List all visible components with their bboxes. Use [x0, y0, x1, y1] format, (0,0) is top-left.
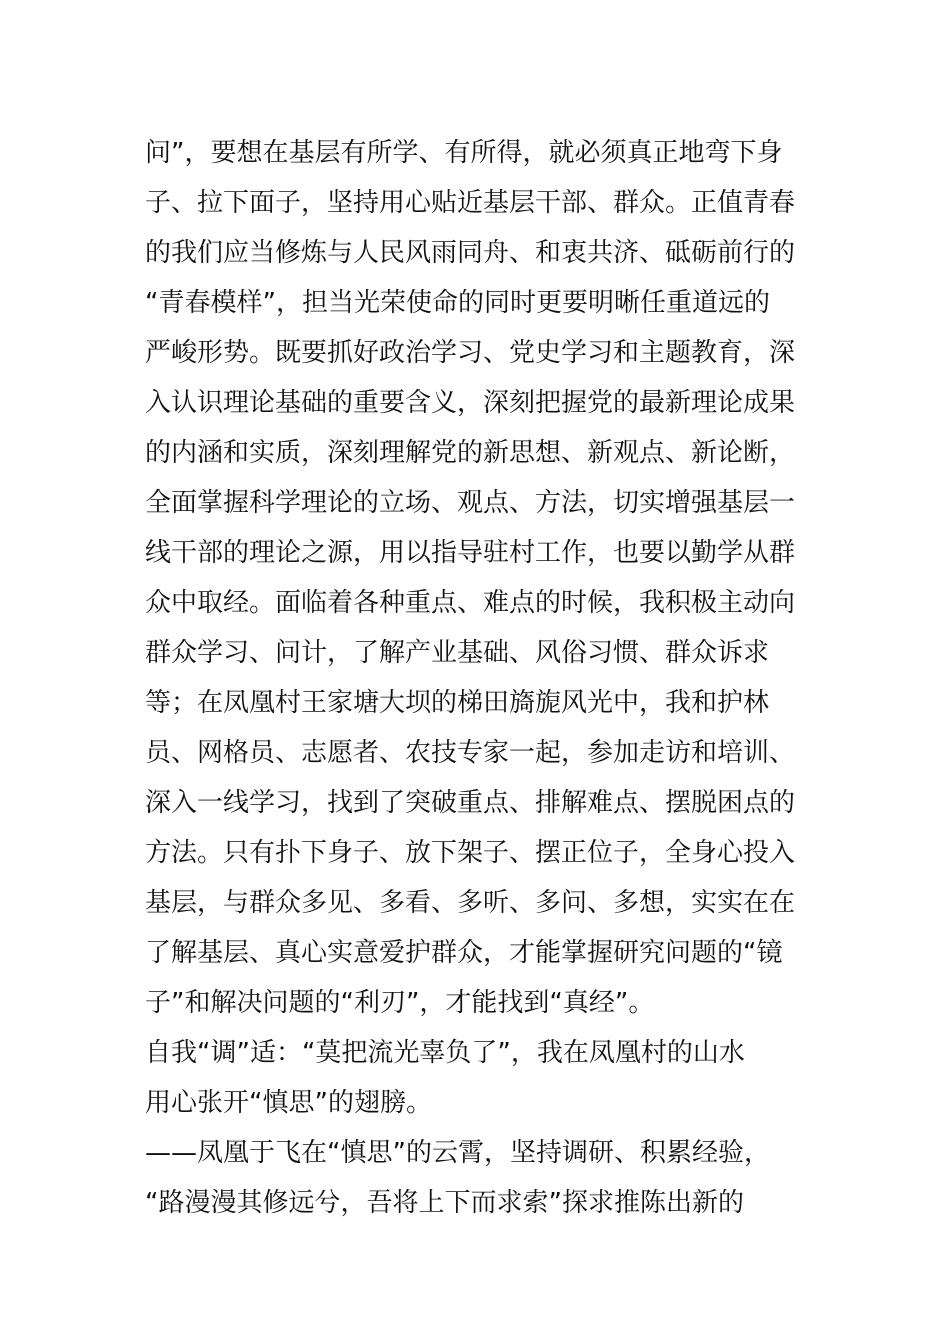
text-line: 全面掌握科学理论的立场、观点、方法，切实增强基层一 [145, 488, 796, 518]
text-line: 自我“调”适：“莫把流光辜负了”，我在凤凰村的山水 [145, 1038, 745, 1068]
text-line: 用心张开“慎思”的翅膀。 [145, 1088, 432, 1118]
body-text [145, 128, 815, 1228]
text-line: 子”和解决问题的“利刃”，才能找到“真经”。 [145, 988, 655, 1018]
text-line: 的我们应当修炼与人民风雨同舟、和衷共济、砥砺前行的 [145, 238, 796, 268]
text-line: 了解基层、真心实意爱护群众，才能掌握研究问题的“镜 [145, 938, 783, 968]
text-line: 严峻形势。既要抓好政治学习、党史学习和主题教育，深 [145, 338, 796, 368]
text-line: 入认识理论基础的重要含义，深刻把握党的最新理论成果 [145, 388, 796, 418]
text-line: 众中取经。面临着各种重点、难点的时候，我积极主动向 [145, 588, 796, 618]
text-line: 问”，要想在基层有所学、有所得，就必须真正地弯下身 [145, 138, 783, 168]
text-line: 员、网格员、志愿者、农技专家一起，参加走访和培训、 [145, 738, 796, 768]
text-line: 子、拉下面子，坚持用心贴近基层干部、群众。正值青春 [145, 188, 796, 218]
text-line: 等；在凤凰村王家塘大坝的梯田旖旎风光中，我和护林 [145, 688, 770, 718]
text-line: “路漫漫其修远兮，吾将上下而求索”探求推陈出新的 [145, 1188, 744, 1218]
text-line: “青春模样”，担当光荣使命的同时更要明晰任重道远的 [145, 288, 770, 318]
text-line: 的内涵和实质，深刻理解党的新思想、新观点、新论断， [145, 438, 796, 468]
text-line: 方法。只有扑下身子、放下架子、摆正位子，全身心投入 [145, 838, 796, 868]
text-line: 基层，与群众多见、多看、多听、多问、多想，实实在在 [145, 888, 796, 918]
text-line: 群众学习、问计，了解产业基础、风俗习惯、群众诉求 [145, 638, 770, 668]
text-line: ——凤凰于飞在“慎思”的云霄，坚持调研、积累经验， [145, 1138, 770, 1168]
text-line: 深入一线学习，找到了突破重点、排解难点、摆脱困点的 [145, 788, 796, 818]
text-line: 线干部的理论之源，用以指导驻村工作，也要以勤学从群 [145, 538, 796, 568]
